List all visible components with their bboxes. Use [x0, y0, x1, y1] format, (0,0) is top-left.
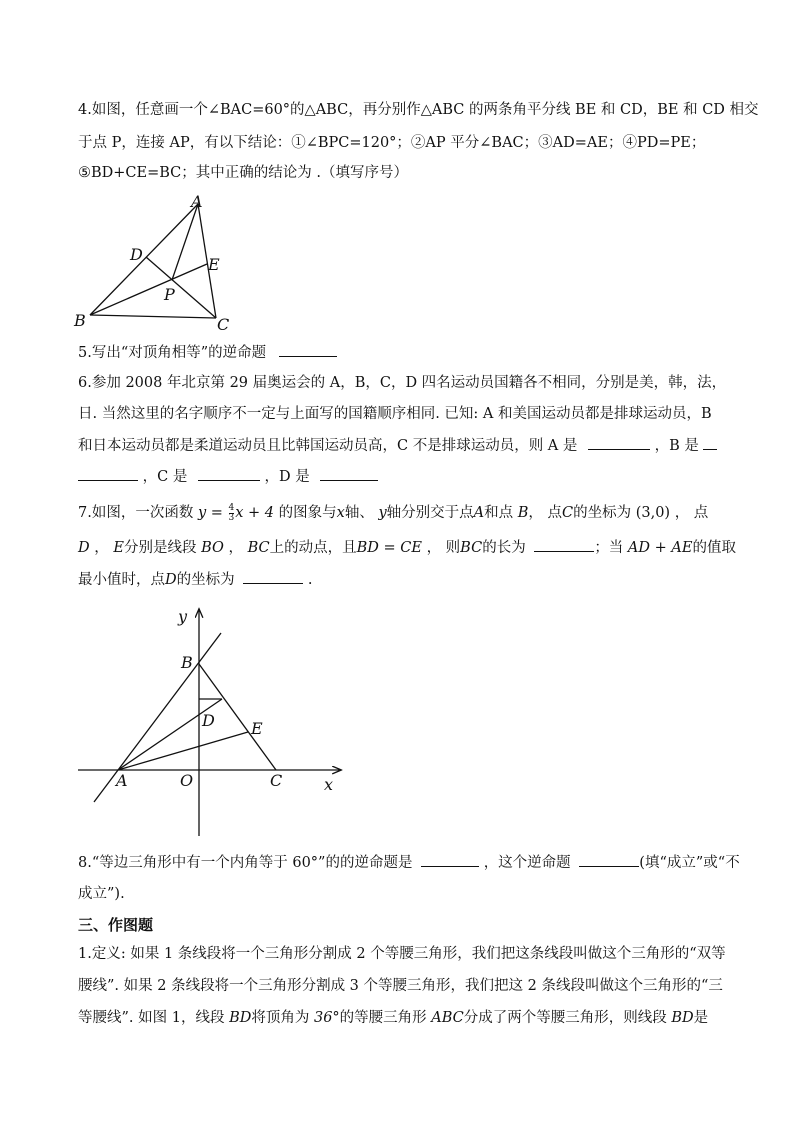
q4-figure [72, 190, 242, 338]
q7-text-d: 轴分别交于点 [386, 505, 474, 521]
q7-label-a: A [116, 771, 128, 790]
q6-line-4 [78, 466, 378, 487]
q7-var-e: E [113, 540, 124, 556]
q7-eq-bd-ce: BD = CE [356, 540, 422, 556]
q7-text-e: 和点 [484, 505, 514, 521]
q7-figure [70, 600, 360, 845]
q7-text-c: 轴、 [344, 505, 374, 521]
q7-label-e: E [251, 719, 263, 738]
q4-label-p: P [164, 285, 175, 304]
q4-label-e: E [208, 255, 220, 274]
q4-label-b: B [74, 311, 86, 330]
q7-text-3b: 的坐标为 [176, 572, 235, 588]
q31-text-a: 等腰线”. 如图 1，线段 [78, 1010, 225, 1026]
q4-bisector-be [90, 264, 207, 315]
q31-text-b: 将顶角为 [251, 1010, 310, 1026]
q4-side-bc [90, 315, 216, 318]
q7-var-a: A [473, 505, 485, 521]
q6-blank-b-start[interactable] [703, 435, 717, 450]
q7-segment-ae [118, 732, 248, 770]
q8-blank-converse[interactable] [421, 852, 479, 867]
q7-text-2g: ；当 [594, 540, 624, 556]
q7-text-2a: ， [94, 540, 109, 556]
q7-text-2h: 的值取 [692, 540, 736, 556]
q7-label-b: B [181, 653, 193, 672]
q7-var-bc: BC [247, 540, 270, 556]
q7-var-y: y [378, 505, 387, 521]
q5-text: 5.写出“对顶角相等”的逆命题 [78, 345, 267, 361]
q6-line-3 [78, 435, 717, 456]
q7-label-c: C [270, 771, 283, 790]
q7-var-d: D [78, 540, 90, 556]
q7-line-3 [78, 569, 312, 590]
q8-text-a: 8.“等边三角形中有一个内角等于 60°”的的逆命题是 [78, 855, 413, 871]
q5-line [78, 342, 337, 363]
q4-line-1: 4.如图，任意画一个∠BAC=60°的△ABC，再分别作△ABC 的两条角平分线 BE 和 CD，BE 和 CD 相交 [78, 102, 759, 118]
q7-var-x: x [336, 505, 345, 521]
q7-text-2e: ， 则 [426, 540, 461, 556]
q4-side-ba [90, 204, 198, 315]
q7-label-d: D [202, 711, 215, 730]
q8-line-1 [78, 852, 740, 873]
q6-text-4a: ，C 是 [142, 469, 188, 485]
q31-line-3 [78, 1008, 708, 1028]
q6-blank-d[interactable] [320, 466, 378, 481]
q8-text-c: (填“成立”或“不 [639, 855, 740, 871]
q6-text-3a: 和日本运动员都是柔道运动员且比韩国运动员高，C 不是排球运动员，则 A 是 [78, 438, 578, 454]
q7-text-2d: 上的动点，且 [269, 540, 357, 556]
q4-segment-ap [172, 204, 198, 280]
q7-text-2c: ， [228, 540, 243, 556]
q7-fraction [229, 504, 235, 523]
q7-label-y: y [178, 607, 188, 626]
q8-blank-valid[interactable] [579, 852, 639, 867]
q7-text-2f: 的长为 [482, 540, 526, 556]
q31-text-c: 的等腰三角形 [339, 1010, 427, 1026]
q31-text-d: 分成了两个等腰三角形，则线段 [463, 1010, 667, 1026]
q4-label-a: A [191, 192, 203, 211]
q31-text-e: 是 [693, 1010, 709, 1026]
section-title: 三、作图题 [78, 916, 154, 934]
q7-blank-bc-length[interactable] [534, 537, 594, 552]
q7-blank-d-coord[interactable] [243, 569, 303, 584]
q7-eq-ad-ae: AD + AE [627, 540, 693, 556]
q31-angle: 36° [313, 1010, 340, 1026]
q31-var-bd-2: BD [671, 1010, 694, 1026]
q4-label-c: C [217, 315, 230, 334]
q7-segment-ad [118, 699, 222, 770]
q7-line-1 [78, 503, 708, 523]
q7-text-2b: 分别是线段 [123, 540, 197, 556]
q31-line-2: 腰线”. 如果 2 条线段将一个三角形分割成 3 个等腰三角形，我们把这 2 条线段叫做这个三角形的“三 [78, 978, 723, 994]
q7-label-x: x [324, 775, 334, 794]
q7-var-c: C [562, 505, 574, 521]
q7-frac-num: 4 [228, 502, 235, 513]
q7-eq-y: y = [197, 505, 223, 521]
q4-bisector-cd [146, 257, 216, 318]
q7-var-b: B [517, 505, 529, 521]
q31-var-abc: ABC [431, 1010, 464, 1026]
q4-line-3: ⑤BD+CE=BC；其中正确的结论为 .（填写序号） [78, 165, 408, 181]
q7-text-b: 的图象与 [278, 505, 337, 521]
q6-blank-c[interactable] [198, 466, 260, 481]
q7-text-3a: 最小值时，点 [78, 572, 165, 588]
q7-text-g: 的坐标为 (3,0) ， 点 [573, 505, 709, 521]
q7-var-d-2: D [165, 572, 177, 588]
q6-line-1: 6.参加 2008 年北京第 29 届奥运会的 A，B，C，D 四名运动员国籍各不相同，分别是美，韩，法， [78, 375, 727, 391]
q7-text-f: ， 点 [528, 505, 562, 521]
q5-answer-blank[interactable] [279, 342, 337, 357]
q7-eq-rest: x + 4 [235, 505, 275, 521]
q7-line-2 [78, 537, 736, 558]
q7-var-bo: BO [201, 540, 224, 556]
q7-frac-den: 3 [228, 512, 235, 523]
q7-text-intro: 7.如图，一次函数 [78, 505, 194, 521]
q7-var-bc-2: BC [460, 540, 483, 556]
q6-line-2: 日. 当然这里的名字顺序不一定与上面写的国籍顺序相同. 已知: A 和美国运动员都是排球运动员，B [78, 406, 712, 422]
q7-text-3c: . [307, 572, 313, 588]
q6-text-4b: ，D 是 [264, 469, 310, 485]
q7-label-o: O [180, 771, 194, 790]
q6-blank-b[interactable] [78, 466, 138, 481]
q8-text-b: ，这个逆命题 [483, 855, 571, 871]
q8-line-2: 成立”). [78, 886, 125, 902]
q4-label-d: D [130, 245, 143, 264]
q4-line-2: 于点 P，连接 AP，有以下结论：①∠BPC=120°；②AP 平分∠BAC；③AD=AE；④PD=PE； [78, 135, 706, 151]
q6-blank-a[interactable] [588, 435, 650, 450]
q31-line-1: 1.定义: 如果 1 条线段将一个三角形分割成 2 个等腰三角形，我们把这条线段叫做这个三角形的“双等 [78, 946, 726, 962]
q6-text-3b: ，B 是 [654, 438, 699, 454]
q31-var-bd: BD [229, 1010, 252, 1026]
